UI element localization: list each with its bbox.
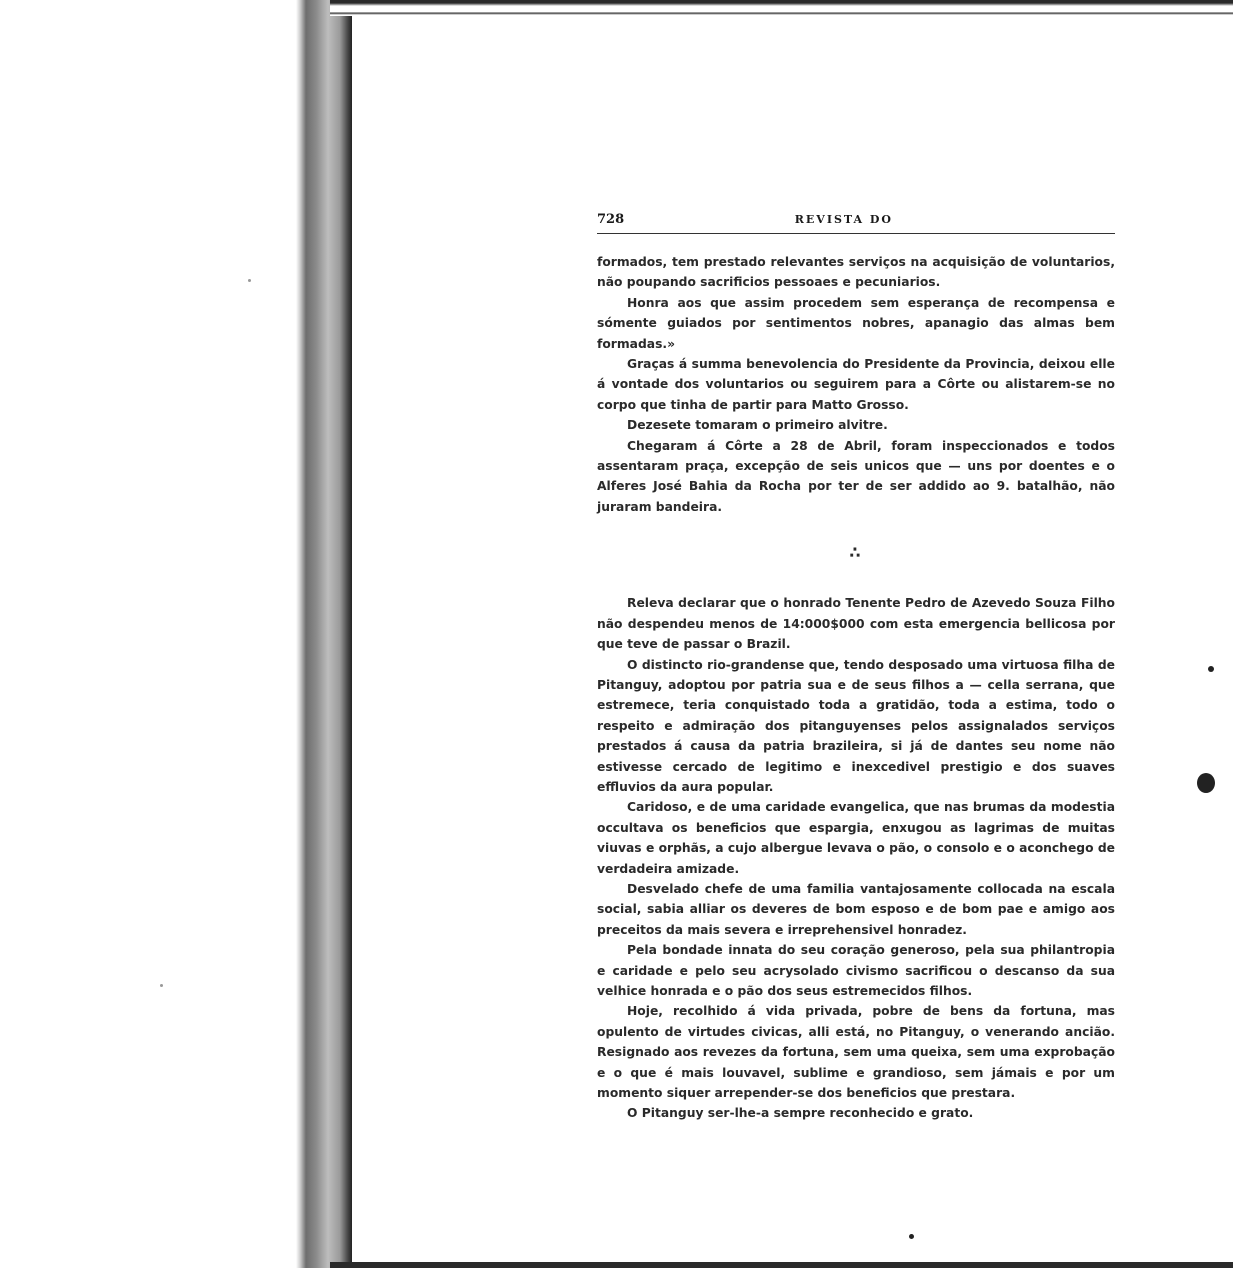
paragraph: Graças á summa benevolencia do Presidente da Provincia, deixou elle á vontade dos voluntarios ou seguirem para a Côrte ou alistarem-se no corpo que tinha de partir para Matto Grosso. [597,357,1115,412]
paragraph: Desvelado chefe de uma familia vantajosamente collocada na escala social, sabia alliar os deveres de bom esposo e de bom pae e amigo aos preceitos da mais severa e irreprehensivel honradez. [597,881,1115,937]
paragraph: O distincto rio-grandense que, tendo desposado uma virtuosa filha de Pitanguy, adoptou por patria sua e de seus filhos a — cella serrana, que estremece, teria conquistado toda a gratidão, toda a estima, todo o respeito e admiração dos pitanguyenses pelos assignalados serviços prestados á causa da patria brazileira, si já de dantes seu nome não estivesse cercado de legitimo e inexcedivel prestigio e dos suaves effluvios da aura popular. [597,657,1115,794]
page-top-edge [330,0,1233,16]
running-title: REVISTA DO [794,213,893,226]
paragraph: Caridoso, e de uma caridade evangelica, que nas brumas da modestia occultava os beneficios que espargia, enxugou as lagrimas de muitas viuvas e orphãs, a cujo albergue levava o pão, o consolo e o aconchego de verdadeira amizade. [597,800,1115,876]
paragraph: Pela bondade innata do seu coração generoso, pela sua philantropia e caridade e pelo seu acrysolado civismo sacrificou o descanso da sua velhice honrada e o pão dos seus estremecidos filhos. [597,943,1115,998]
scan-speck [909,1234,914,1239]
paragraph: Chegaram á Côrte a 28 de Abril, foram inspeccionados e todos assentaram praça, excepção de seis unicos que — uns por doentes e o Alferes José Bahia da Rocha por ter de ser addido ao 9. batalhão, não juraram bandeira. [597,438,1115,514]
running-header [597,212,1115,234]
scan-speck [160,984,163,987]
paragraph: Releva declarar que o honrado Tenente Pedro de Azevedo Souza Filho não despendeu menos de 14:000$000 com esta emergencia bellicosa por que teve de passar o Brazil. [597,596,1115,652]
paragraph: O Pitanguy ser-lhe-a sempre reconhecido e grato. [627,1106,974,1121]
page-bottom-edge [330,1262,1233,1268]
book-page [597,212,1115,1124]
page-number: 728 [597,212,625,227]
scan-blot [1197,773,1215,793]
paragraph: Dezesete tomaram o primeiro alvitre. [627,418,888,433]
body-text [597,252,1115,1124]
scan-speck [248,279,251,282]
scan-speck [1208,666,1214,672]
paragraph: Honra aos que assim procedem sem esperança de recompensa e sómente guiados por sentimentos nobres, apanagio das almas bem formadas.» [597,295,1115,351]
paragraph: Hoje, recolhido á vida privada, pobre de bens da fortuna, mas opulento de virtudes civicas, alli está, no Pitanguy, o venerando ancião. Resignado aos revezes da fortuna, sem uma queixa, sem uma exprobação e o que é mais louvavel, sublime e grandioso, sem jámais e por um momento siquer arrepender-se dos beneficios que prestara. [597,1004,1115,1101]
paragraph: formados, tem prestado relevantes serviços na acquisição de voluntarios, não poupando sacrificios pessoaes e pecuniarios. [597,255,1115,290]
book-spine-shadow [0,0,352,1268]
section-separator: ∴ [849,543,863,563]
